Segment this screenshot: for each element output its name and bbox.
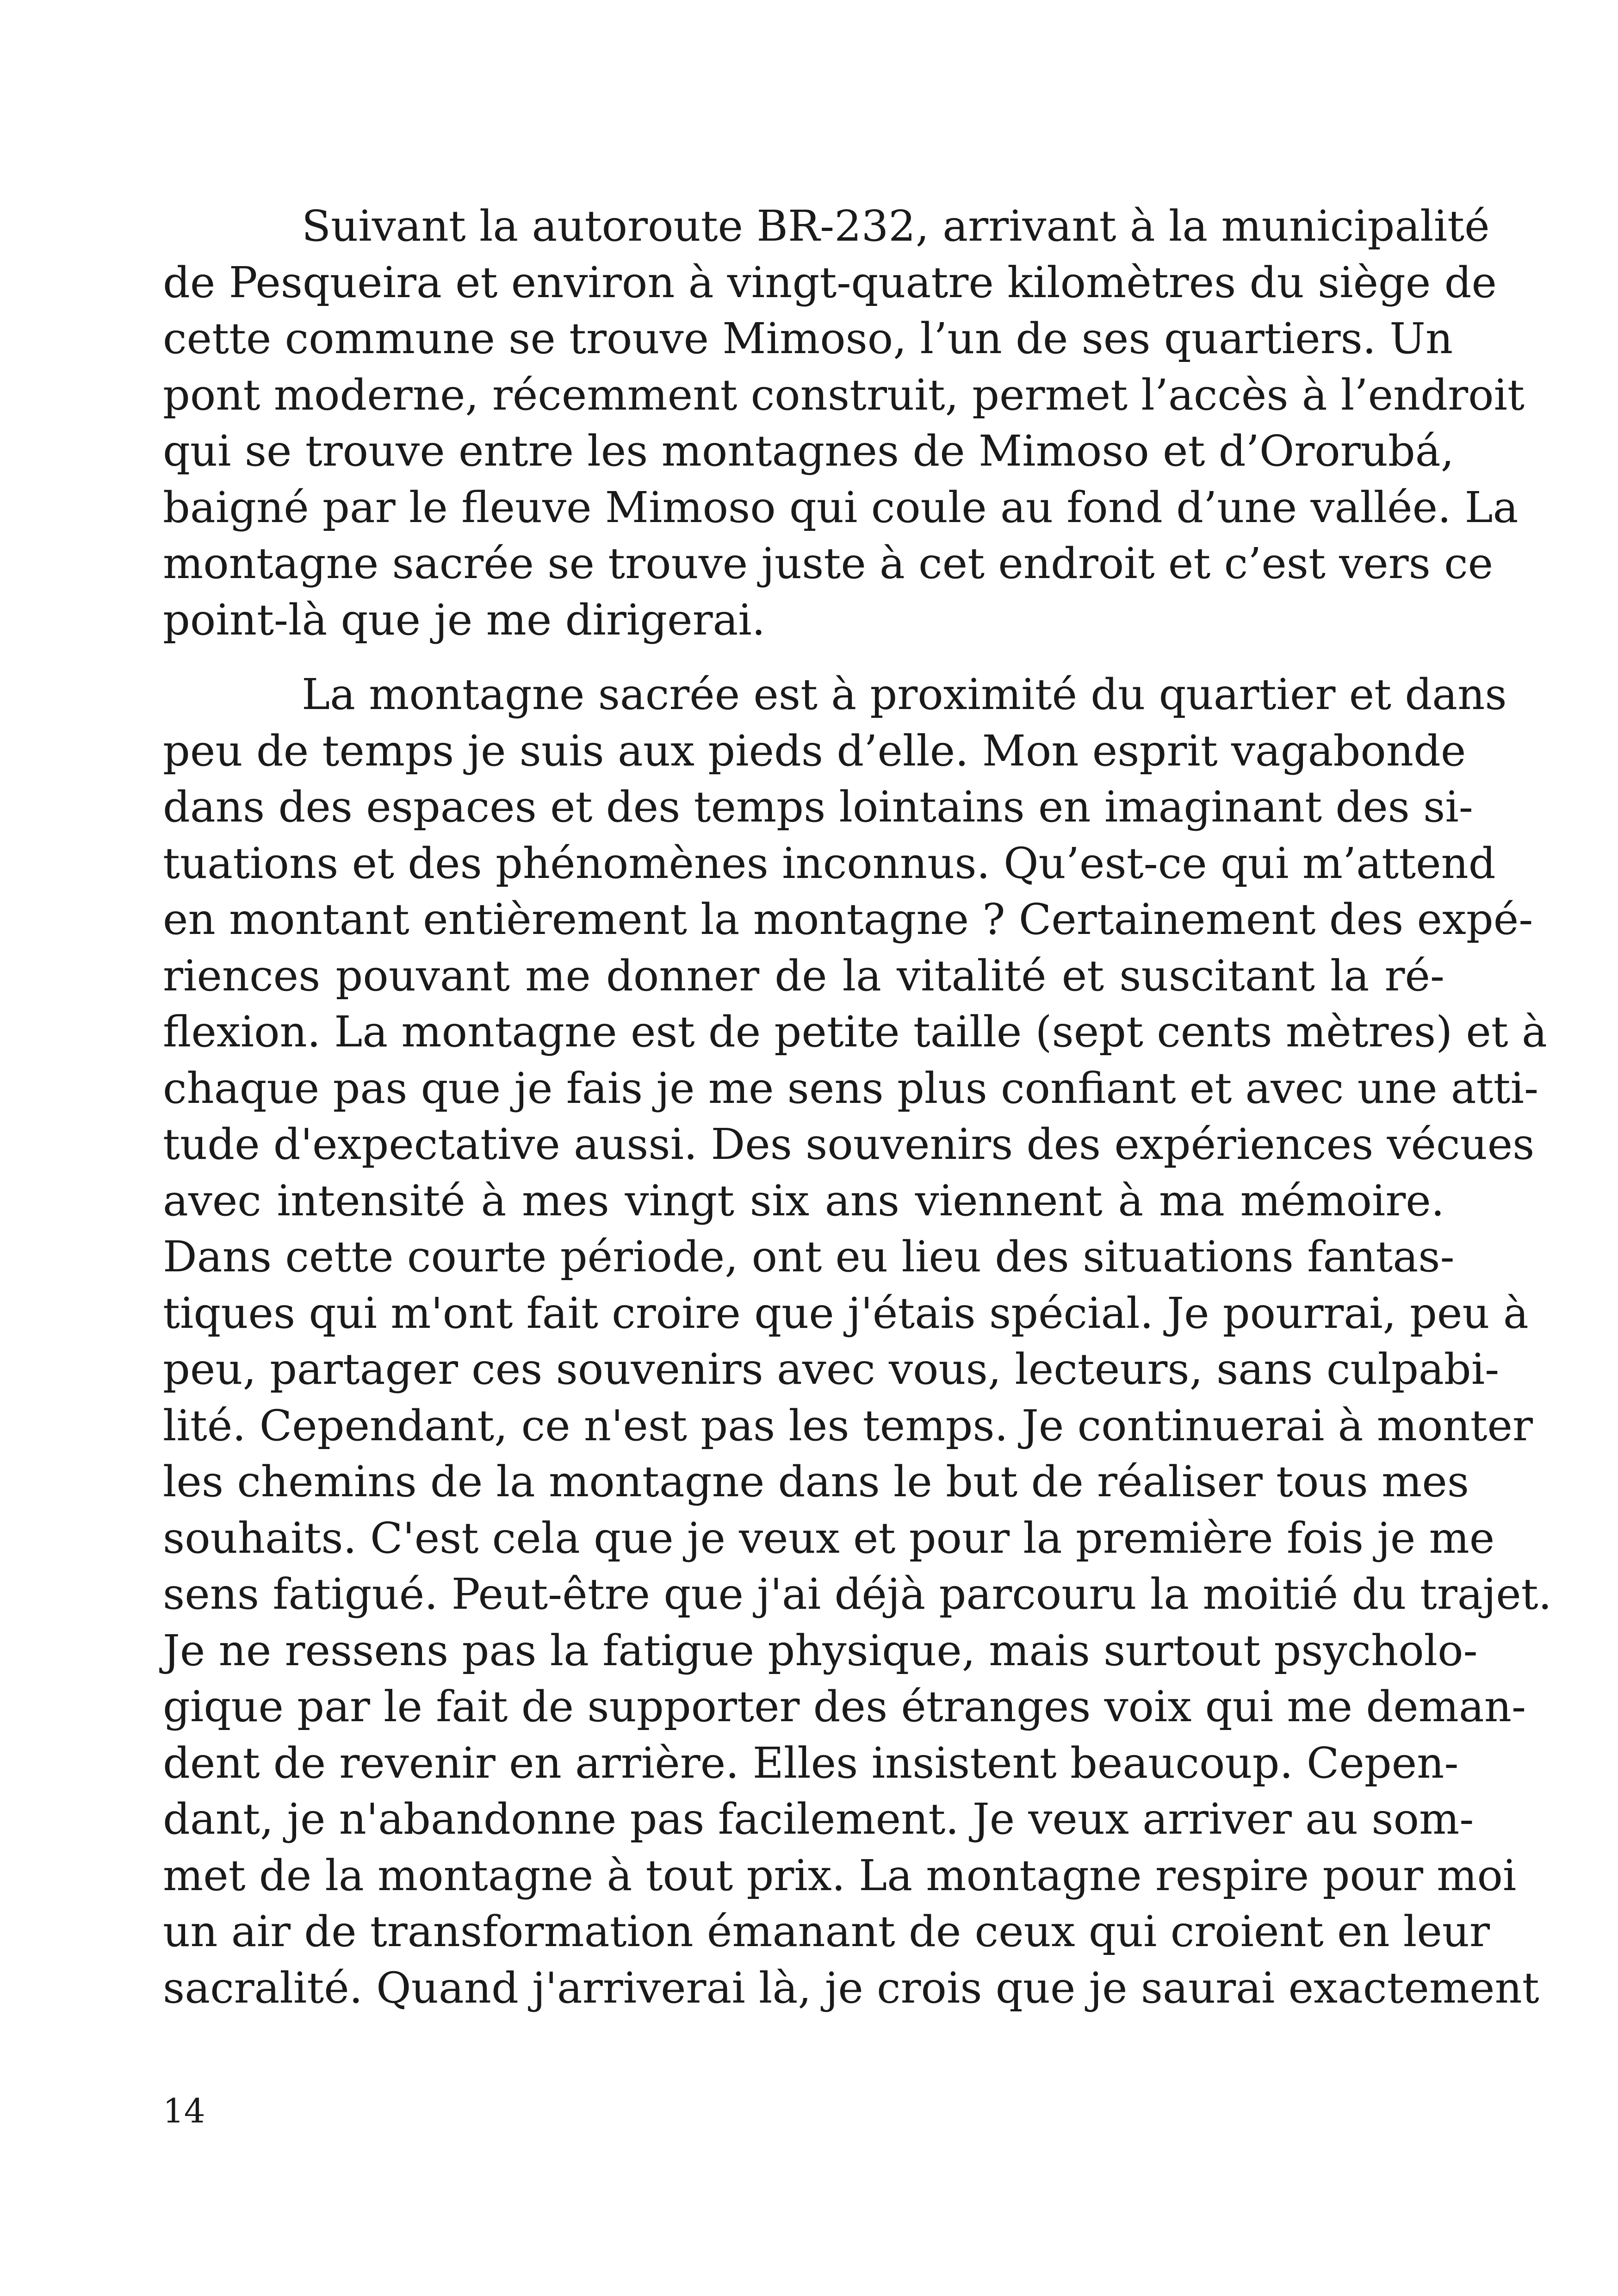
body-text: [163, 198, 1552, 2016]
text-line: dant, je n'abandonne pas facilement. Je veux arriver au som-: [163, 1794, 1474, 1844]
text-line: dent de revenir en arrière. Elles insistent beaucoup. Cepen-: [163, 1738, 1459, 1788]
paragraph-1: [163, 198, 1525, 648]
text-line: peu de temps je suis aux pieds d’elle. Mon esprit vagabonde: [163, 726, 1466, 776]
text-line: tuations et des phénomènes inconnus. Qu’est-ce qui m’attend: [163, 838, 1496, 888]
text-line: riences pouvant me donner de la vitalité et suscitant la ré-: [163, 951, 1444, 1001]
text-line: cette commune se trouve Mimoso, l’un de ses quartiers. Un: [163, 314, 1453, 363]
paragraph-spacing: [163, 648, 1444, 666]
text-line: La montagne sacrée est à proximité du quartier et dans: [302, 670, 1507, 719]
text-line: Dans cette courte période, ont eu lieu des situations fantas-: [163, 1232, 1455, 1282]
page-number: 14: [163, 2091, 205, 2130]
text-line: souhaits. C'est cela que je veux et pour la première fois je me: [163, 1513, 1495, 1563]
text-line: met de la montagne à tout prix. La montagne respire pour moi: [163, 1850, 1517, 1900]
text-line: sens fatigué. Peut-être que j'ai déjà parcouru la moitié du trajet.: [163, 1569, 1552, 1619]
text-line: sacralité. Quand j'arriverai là, je crois que je saurai exactement: [163, 1963, 1539, 2013]
text-line: tiques qui m'ont fait croire que j'étais spécial. Je pourrai, peu à: [163, 1288, 1529, 1338]
text-line: Je ne ressens pas la fatigue physique, mais surtout psycholo-: [163, 1625, 1478, 1675]
text-line: qui se trouve entre les montagnes de Mimoso et d’Ororubá,: [163, 426, 1454, 476]
text-line: baigné par le fleuve Mimoso qui coule au fond d’une vallée. La: [163, 482, 1519, 532]
text-line: pont moderne, récemment construit, permet l’accès à l’endroit: [163, 370, 1525, 420]
text-line: en montant entièrement la montagne ? Certainement des expé-: [163, 895, 1533, 944]
text-line: flexion. La montagne est de petite taille (sept cents mètres) et à: [163, 1007, 1547, 1057]
text-line: chaque pas que je fais je me sens plus confiant et avec une atti-: [163, 1063, 1539, 1113]
text-line: Suivant la autoroute BR-232, arrivant à la municipalité: [302, 201, 1490, 251]
paragraph-2: [163, 666, 1552, 2016]
text-line: gique par le fait de supporter des étranges voix qui me deman-: [163, 1682, 1526, 1731]
text-line: avec intensité à mes vingt six ans viennent à ma mémoire.: [163, 1176, 1444, 1226]
text-line: les chemins de la montagne dans le but de réaliser tous mes: [163, 1457, 1469, 1506]
text-line: tude d'expectative aussi. Des souvenirs des expériences vécues: [163, 1120, 1535, 1169]
text-line: dans des espaces et des temps lointains en imaginant des si-: [163, 782, 1473, 832]
text-line: peu, partager ces souvenirs avec vous, lecteurs, sans culpabi-: [163, 1344, 1500, 1394]
text-line: lité. Cependant, ce n'est pas les temps. Je continuerai à monter: [163, 1400, 1533, 1450]
text-line: point-là que je me dirigerai.: [163, 595, 766, 645]
text-line: un air de transformation émanant de ceux qui croient en leur: [163, 1907, 1490, 1956]
text-line: de Pesqueira et environ à vingt-quatre kilomètres du siège de: [163, 257, 1497, 307]
text-line: montagne sacrée se trouve juste à cet endroit et c’est vers ce: [163, 539, 1494, 588]
